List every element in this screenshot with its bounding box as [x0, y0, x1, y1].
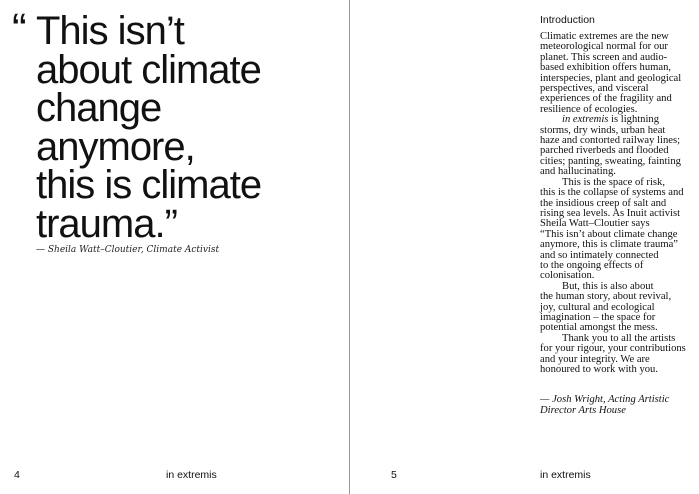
quote-line: trauma.” [36, 201, 177, 246]
left-page [0, 0, 349, 494]
body-line: colonisation. [540, 270, 595, 282]
running-title-right: in extremis [540, 469, 591, 481]
body-line: “This isn’t about climate change [540, 228, 678, 240]
quote-line: anymore, [36, 124, 195, 169]
body-line: anymore, this is climate trauma” [540, 239, 678, 251]
body-line: and your integrity. We are [540, 353, 650, 365]
body-line: and hallucinating. [540, 166, 616, 178]
body-line: Thank you to all the artists [562, 332, 676, 344]
quote-line: This isn’t [36, 9, 184, 53]
body-line: This is the space of risk, [562, 176, 665, 188]
quote-attribution: — Sheila Watt–Cloutier, Climate Activist [36, 245, 220, 255]
body-line: this is the collapse of systems and [540, 187, 684, 199]
body-line: for your rigour, your contributions [540, 343, 686, 355]
quote-line: this is climate [36, 163, 262, 207]
introduction-body [540, 32, 698, 375]
body-line: meteorological normal for our [540, 41, 668, 53]
body-line: based exhibition offers human, [540, 62, 672, 74]
body-line: Climatic extremes are the new [540, 31, 669, 42]
quote-line: change [36, 86, 162, 130]
body-line: parched riverbeds and flooded [540, 145, 669, 157]
body-line: rising sea levels. As Inuit activist [540, 207, 681, 219]
body-line: resilience of ecologies. [540, 103, 638, 115]
signature-line: Director Arts House [540, 405, 626, 416]
body-line: perspectives, and visceral [540, 83, 649, 95]
quote-line: about climate [36, 47, 261, 92]
running-title-left: in extremis [166, 469, 217, 481]
body-line: potential amongst the mess. [540, 322, 658, 334]
page-number-left: 4 [14, 469, 20, 481]
body-line: But, this is also about [562, 280, 654, 292]
body-line: haze and contorted railway lines; [540, 135, 681, 147]
body-line-rest: is lightning [611, 114, 660, 126]
body-line: joy, cultural and ecological [540, 301, 655, 313]
body-line: planet. This screen and audio- [540, 51, 668, 63]
body-line: to the ongoing effects of [540, 259, 644, 271]
body-line: experiences of the fragility and [540, 93, 672, 105]
body-line: and so intimately connected [540, 249, 659, 261]
page-number-right: 5 [391, 469, 397, 481]
body-line: Sheila Watt–Cloutier says [540, 218, 650, 230]
pull-quote [36, 9, 346, 246]
body-line: cities; panting, sweating, fainting [540, 155, 681, 167]
author-signature [540, 394, 669, 416]
opening-quote-mark: “ [12, 5, 27, 54]
body-line: honoured to work with you. [540, 364, 658, 375]
body-line: the insidious creep of salt and [540, 197, 667, 209]
body-line: storms, dry winds, urban heat [540, 124, 666, 136]
body-line: the human story, about revival, [540, 291, 672, 303]
italic-term: in extremis [562, 114, 609, 126]
signature-line: — Josh Wright, Acting Artistic [540, 394, 670, 405]
body-line: interspecies, plant and geological [540, 72, 682, 84]
body-line: imagination – the space for [540, 311, 656, 323]
section-heading: Introduction [540, 14, 595, 26]
right-page [350, 0, 699, 494]
